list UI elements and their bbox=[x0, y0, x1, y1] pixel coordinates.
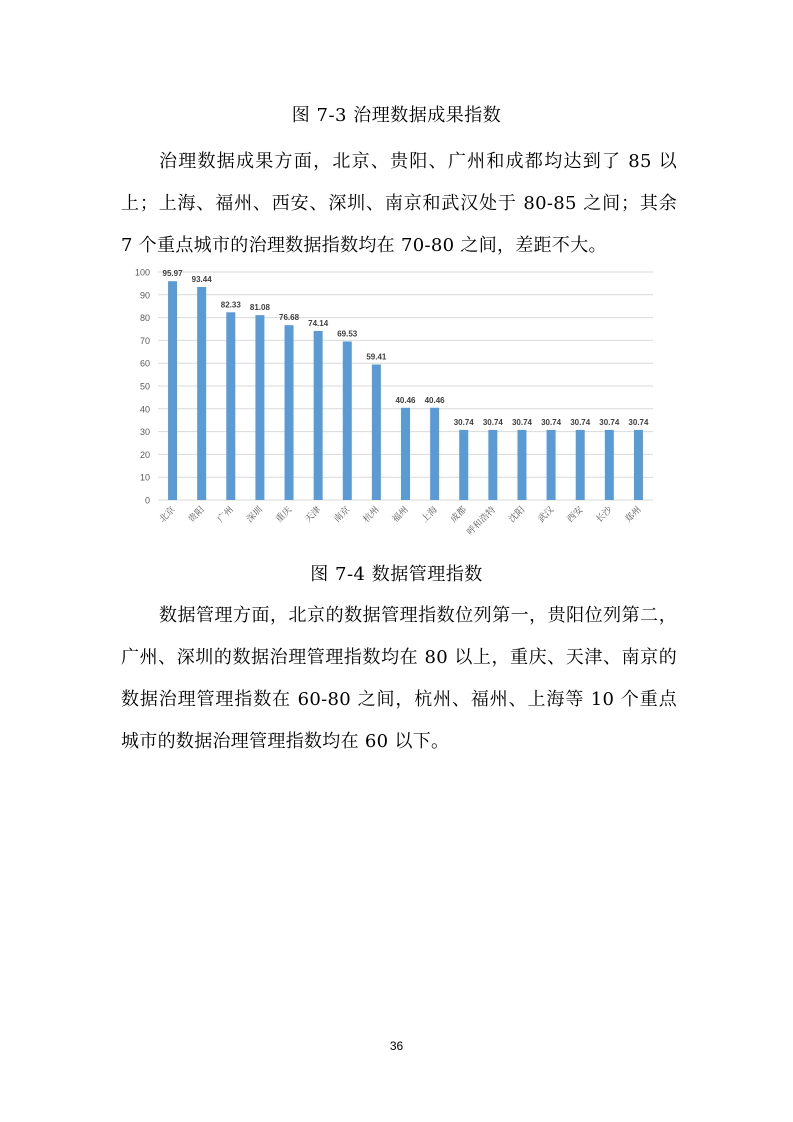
data-label: 30.74 bbox=[541, 417, 562, 427]
data-label: 30.74 bbox=[511, 417, 532, 427]
data-label: 81.08 bbox=[249, 303, 270, 313]
data-label: 30.74 bbox=[628, 417, 649, 427]
figure-caption-7-4: 图 7-4 数据管理指数 bbox=[310, 564, 483, 585]
x-tick-label: 长沙 bbox=[593, 504, 614, 525]
data-label: 40.46 bbox=[395, 395, 416, 405]
x-tick-label: 呼和浩特 bbox=[464, 504, 498, 537]
bar bbox=[547, 430, 556, 500]
data-label: 59.41 bbox=[366, 352, 387, 362]
x-tick-label: 福州 bbox=[390, 504, 410, 525]
bar bbox=[634, 430, 643, 500]
bar bbox=[576, 430, 585, 500]
data-label: 69.53 bbox=[337, 329, 358, 339]
y-tick-label: 20 bbox=[139, 449, 150, 460]
data-label: 30.74 bbox=[482, 417, 503, 427]
x-tick-label: 郑州 bbox=[623, 504, 643, 525]
y-tick-label: 100 bbox=[134, 267, 150, 278]
bar bbox=[168, 281, 177, 500]
bar bbox=[255, 315, 264, 500]
bar bbox=[343, 341, 352, 500]
bar bbox=[605, 430, 614, 500]
bar bbox=[459, 430, 468, 500]
bar bbox=[226, 312, 235, 500]
y-tick-label: 0 bbox=[144, 495, 150, 506]
bar bbox=[314, 331, 323, 500]
page-number: 36 bbox=[389, 1039, 404, 1053]
data-label: 30.74 bbox=[453, 417, 474, 427]
x-tick-label: 上海 bbox=[419, 504, 440, 525]
data-label: 93.44 bbox=[191, 274, 212, 284]
x-tick-label: 北京 bbox=[157, 504, 177, 525]
x-tick-label: 成都 bbox=[448, 504, 469, 525]
x-tick-label: 武汉 bbox=[535, 504, 556, 525]
data-label: 40.46 bbox=[424, 395, 445, 405]
x-tick-label: 南京 bbox=[331, 504, 352, 525]
data-label: 76.68 bbox=[279, 313, 300, 323]
x-tick-label: 沈阳 bbox=[506, 504, 527, 525]
x-tick-label: 天津 bbox=[302, 504, 323, 525]
bar bbox=[430, 408, 439, 500]
data-label: 74.14 bbox=[308, 318, 329, 328]
y-tick-label: 40 bbox=[139, 404, 150, 415]
data-label: 30.74 bbox=[599, 417, 620, 427]
bar bbox=[401, 408, 410, 500]
y-tick-label: 30 bbox=[139, 427, 150, 438]
paragraph-data-management: 数据管理方面，北京的数据管理指数位列第一，贵阳位列第二，广州、深圳的数据治理管理指数均在 80 以上，重庆、天津、南京的数据治理管理指数在 60-80 之间，杭州、福州、上海等 10 个重点城市的数据治理管理指数均在 60 以下。 bbox=[121, 605, 677, 752]
y-tick-label: 10 bbox=[139, 472, 150, 483]
x-tick-label: 西安 bbox=[564, 504, 585, 525]
bar bbox=[372, 365, 381, 500]
data-label: 30.74 bbox=[570, 417, 591, 427]
y-tick-label: 60 bbox=[139, 358, 150, 369]
bar bbox=[517, 430, 526, 500]
bar bbox=[197, 287, 206, 500]
data-label: 82.33 bbox=[220, 300, 241, 310]
x-tick-label: 贵阳 bbox=[186, 504, 207, 525]
x-tick-label: 深圳 bbox=[244, 504, 265, 525]
figure-caption-7-3: 图 7-3 治理数据成果指数 bbox=[291, 105, 502, 126]
y-tick-label: 70 bbox=[139, 335, 150, 346]
x-tick-label: 杭州 bbox=[360, 504, 381, 525]
x-tick-label: 重庆 bbox=[273, 504, 294, 525]
paragraph-governance-results: 治理数据成果方面，北京、贵阳、广州和成都均达到了 85 以上；上海、福州、西安、深圳、南京和武汉处于 80-85 之间；其余 7 个重点城市的治理数据指数均在 70-80 之间，差距不大。 bbox=[121, 151, 677, 256]
bar bbox=[488, 430, 497, 500]
x-tick-label: 广州 bbox=[215, 504, 236, 525]
y-tick-label: 80 bbox=[139, 313, 150, 324]
y-tick-label: 50 bbox=[139, 381, 150, 392]
data-management-index-chart bbox=[118, 262, 658, 552]
data-label: 95.97 bbox=[162, 269, 183, 279]
y-tick-label: 90 bbox=[139, 290, 150, 301]
bar bbox=[285, 325, 294, 500]
